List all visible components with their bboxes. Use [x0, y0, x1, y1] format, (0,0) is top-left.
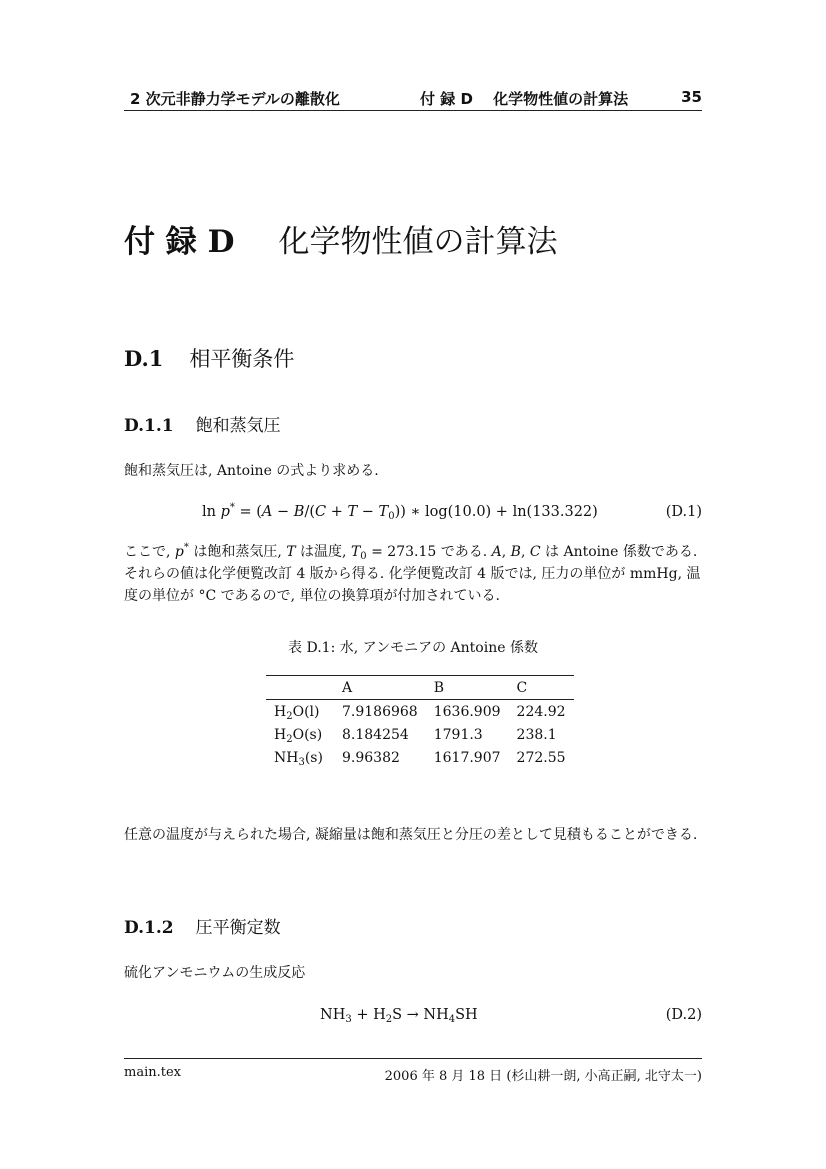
appendix-title-text: 化学物性値の計算法	[278, 224, 558, 260]
page-number: 35	[681, 88, 702, 106]
equation-d2	[124, 1007, 702, 1029]
equation-d1	[124, 504, 702, 526]
subsection-title: 圧平衡定数	[195, 918, 281, 938]
substance-cell: $H_2O(l)$	[274, 703, 320, 722]
section-number: D.1	[124, 346, 164, 371]
table-cell: 1791.3	[433, 726, 483, 743]
table-header: C	[516, 679, 528, 696]
running-header	[124, 88, 702, 110]
table-cell: 224.92	[516, 703, 566, 720]
table-cell: 8.184254	[342, 726, 409, 743]
table-cell: 272.55	[516, 749, 566, 766]
antoine-table	[266, 675, 574, 769]
table-cell: 7.9186968	[342, 703, 418, 720]
table-caption: 表 D.1: 水, アンモニアの Antoine 係数	[288, 640, 538, 656]
condensation-paragraph: 任意の温度が与えられた場合, 凝縮量は飽和蒸気圧と分圧の差として見積もることができる.	[124, 827, 698, 843]
table-row	[266, 723, 574, 746]
substance-cell: $NH_3(s)$	[274, 749, 323, 768]
footer-rule	[124, 1058, 702, 1059]
subsection-number: D.1.1	[124, 416, 174, 436]
table-header: A	[342, 679, 353, 696]
equation-body: $NH_3 + H_2S \to NH_4SH$	[320, 1007, 478, 1025]
section-title: 相平衡条件	[189, 347, 295, 371]
equation-label: (D.1)	[665, 504, 702, 520]
table-row	[266, 746, 574, 769]
explanation-paragraph: ここで, p* は飽和蒸気圧, T は温度, $T_0 = 273.15$ である. A, B, C は Antoine 係数である. それらの値は化学便覧改訂 4 版から得る. 化学便覧改訂 4 版では, 圧力の単位が mmHg, 温度の単位が °C であるので, 単位の換算項が付加されている.	[124, 542, 701, 604]
header-chapter: 2 次元非静力学モデルの離散化	[130, 90, 340, 108]
table-cell: 9.96382	[342, 749, 400, 766]
subsection-number: D.1.2	[124, 918, 174, 938]
reaction-intro: 硫化アンモニウムの生成反応	[124, 965, 306, 981]
equation-body: $\ln p^* = (A - B/(C + T - T_0))$ ∗ log(10.0) + ln(133.322)	[202, 502, 598, 522]
appendix-number: 付 録 D	[124, 224, 235, 260]
appendix-title	[124, 216, 557, 261]
table-cell: 1636.909	[433, 703, 501, 720]
intro-paragraph: 飽和蒸気圧は, Antoine の式より求める.	[124, 463, 379, 479]
table-cell: 238.1	[516, 726, 557, 743]
footer-date-authors: 2006 年 8 月 18 日 (杉山耕一朗, 小高正嗣, 北守太一)	[384, 1069, 702, 1084]
subsection-title: 飽和蒸気圧	[195, 416, 281, 436]
footer-filename: main.tex	[124, 1065, 181, 1080]
table-header: B	[433, 679, 445, 696]
substance-cell: $H_2O(s)$	[274, 726, 323, 745]
subsection-heading-1	[124, 411, 281, 436]
header-rule	[124, 110, 702, 111]
header-appendix: 付 録 D 化学物性値の計算法	[420, 90, 629, 108]
subsection-heading-2	[124, 913, 281, 938]
table-row	[266, 700, 574, 724]
table-cell: 1617.907	[433, 749, 501, 766]
section-heading	[124, 343, 294, 373]
equation-label: (D.2)	[665, 1007, 702, 1023]
table-header	[266, 676, 334, 700]
